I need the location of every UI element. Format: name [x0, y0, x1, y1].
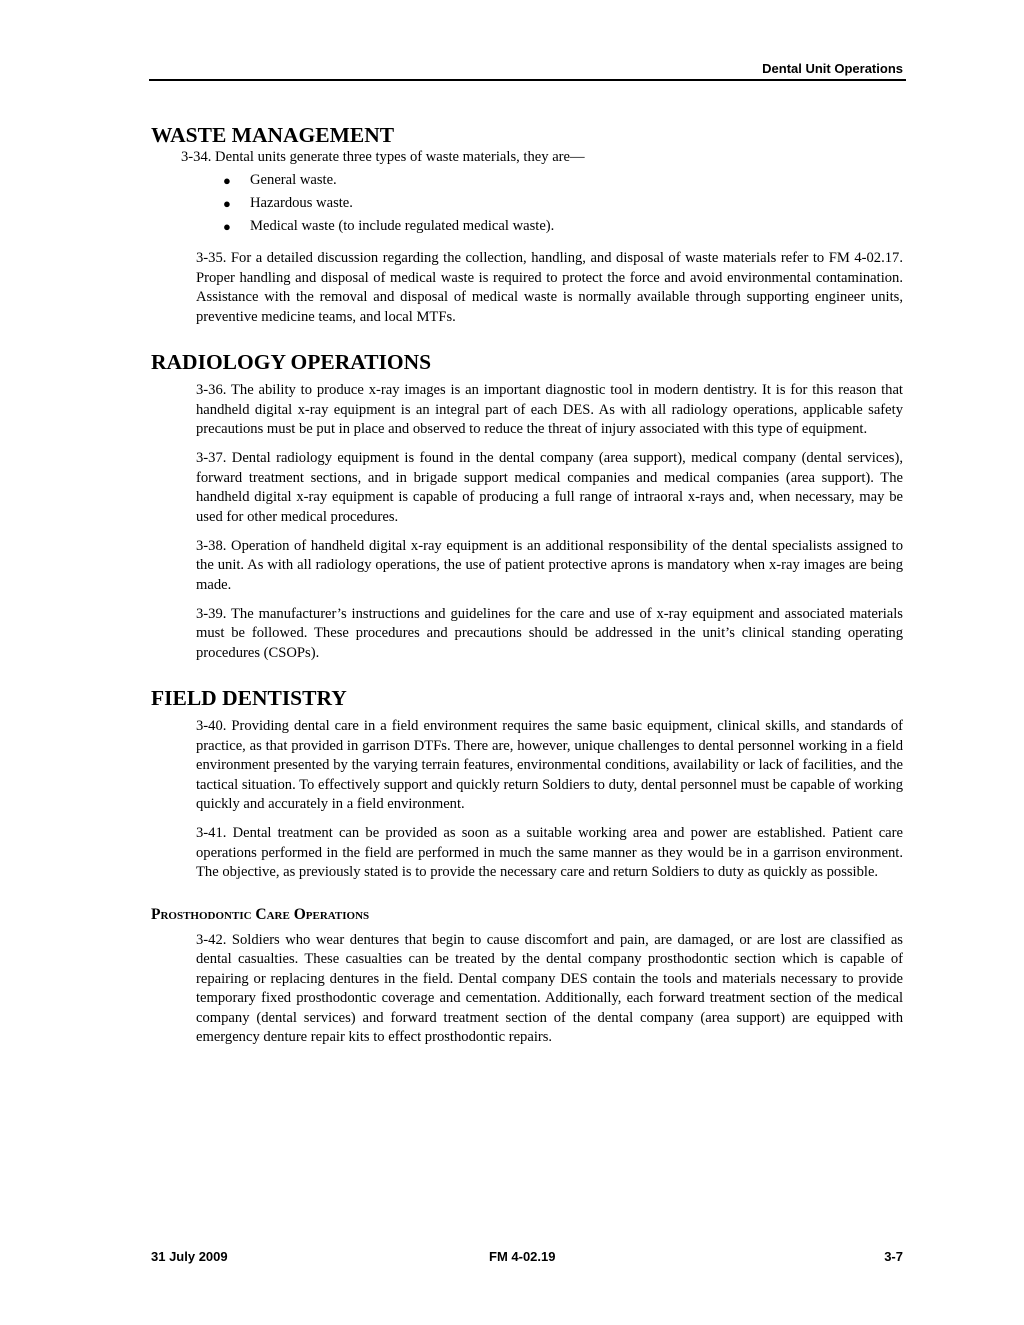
bullet-icon: ●	[223, 172, 231, 188]
list-item	[223, 171, 903, 191]
list-item-text: Medical waste (to include regulated medical waste).	[250, 217, 555, 234]
paragraph-3-38: 3-38. Operation of handheld digital x-ray equipment is an additional responsibility of the dental specialists assigned to the unit. As with all radiology operations, the use of patient protective aprons is mandatory when x-ray images are being made.	[196, 537, 903, 593]
page-content	[151, 122, 903, 1048]
list-item	[223, 194, 903, 214]
list-item-text: General waste.	[250, 171, 337, 188]
section-title-waste-management: WASTE MANAGEMENT	[151, 123, 395, 147]
paragraph-3-36: 3-36. The ability to produce x-ray images is an important diagnostic tool in modern dentistry. It is for this reason that handheld digital x-ray equipment is an integral part of each DES. As with all radiology operations, applicable safety precautions must be put in place and observed to reduce the threat of injury associated with this type of equipment.	[196, 382, 903, 437]
paragraph-3-40: 3-40. Providing dental care in a field environment requires the same basic equipment, clinical skills, and standards of practice, as that provided in garrison DTFs. There are, however, unique challenges to dental personnel working in a field environment presented by the varying terrain features, environmental conditions, availability or lack of facilities, and the tactical situation. To effectively support and quickly return Soldiers to duty, dental personnel must be capable of working quickly and accurately in a field environment.	[196, 718, 903, 812]
running-header: Dental Unit Operations	[762, 61, 903, 76]
footer-manual-number: FM 4-02.19	[489, 1249, 556, 1264]
list-item	[223, 217, 903, 237]
paragraph-3-37: 3-37. Dental radiology equipment is found in the dental company (area support), medical company (dental services), forward treatment sections, and in brigade support medical companies and medical companies (area support). The handheld digital x-ray equipment is capable of producing a full range of intraoral x-rays and, when necessary, may be used for other medical procedures.	[196, 450, 903, 525]
paragraph-3-41: 3-41. Dental treatment can be provided as soon as a suitable working area and power are established. Patient care operations performed in the field are performed in much the same manner as they would be in a garrison environment. The objective, as previously stated is to provide the necessary care and return Soldiers to duty as quickly as possible.	[196, 825, 903, 880]
bullet-icon: ●	[223, 195, 231, 211]
subsection-title-prosthodontic-care: Prosthodontic Care Operations	[151, 905, 370, 923]
bullet-icon: ●	[223, 218, 231, 234]
paragraph-3-35: 3-35. For a detailed discussion regarding the collection, handling, and disposal of waste materials refer to FM 4-02.17. Proper handling and disposal of medical waste is required to protect the force and avoid environmental contamination. Assistance with the removal and disposal of medical waste is normally available through supporting engineer units, preventive medicine teams, and local MTFs.	[196, 250, 903, 325]
paragraph-3-39: 3-39. The manufacturer’s instructions and guidelines for the care and use of x-ray equipment and associated materials must be followed. These procedures and precautions should be addressed in the unit’s clinical standing operating procedures (CSOPs).	[196, 605, 903, 661]
section-title-radiology-operations: RADIOLOGY OPERATIONS	[151, 350, 432, 374]
footer-date: 31 July 2009	[151, 1249, 228, 1264]
header-rule	[149, 79, 906, 81]
paragraph-3-42: 3-42. Soldiers who wear dentures that begin to cause discomfort and pain, are damaged, or are lost are classified as dental casualties. These casualties can be treated by the dental company prosthodontic section which is capable of repairing or replacing dentures in the field. Dental company DES contain the tools and materials necessary to provide temporary fixed prosthodontic coverage and cementation. Additionally, each forward treatment section of the medical company (dental services) and forward treatment section of the dental company (area support) are equipped with emergency denture repair kits to effect prosthodontic repairs.	[196, 931, 903, 1045]
paragraph-3-34: 3-34. Dental units generate three types of waste materials, they are—	[181, 149, 585, 165]
page-number: 3-7	[884, 1249, 903, 1264]
list-item-text: Hazardous waste.	[250, 194, 353, 211]
waste-types-list	[151, 171, 903, 237]
section-title-field-dentistry: FIELD DENTISTRY	[151, 686, 347, 710]
